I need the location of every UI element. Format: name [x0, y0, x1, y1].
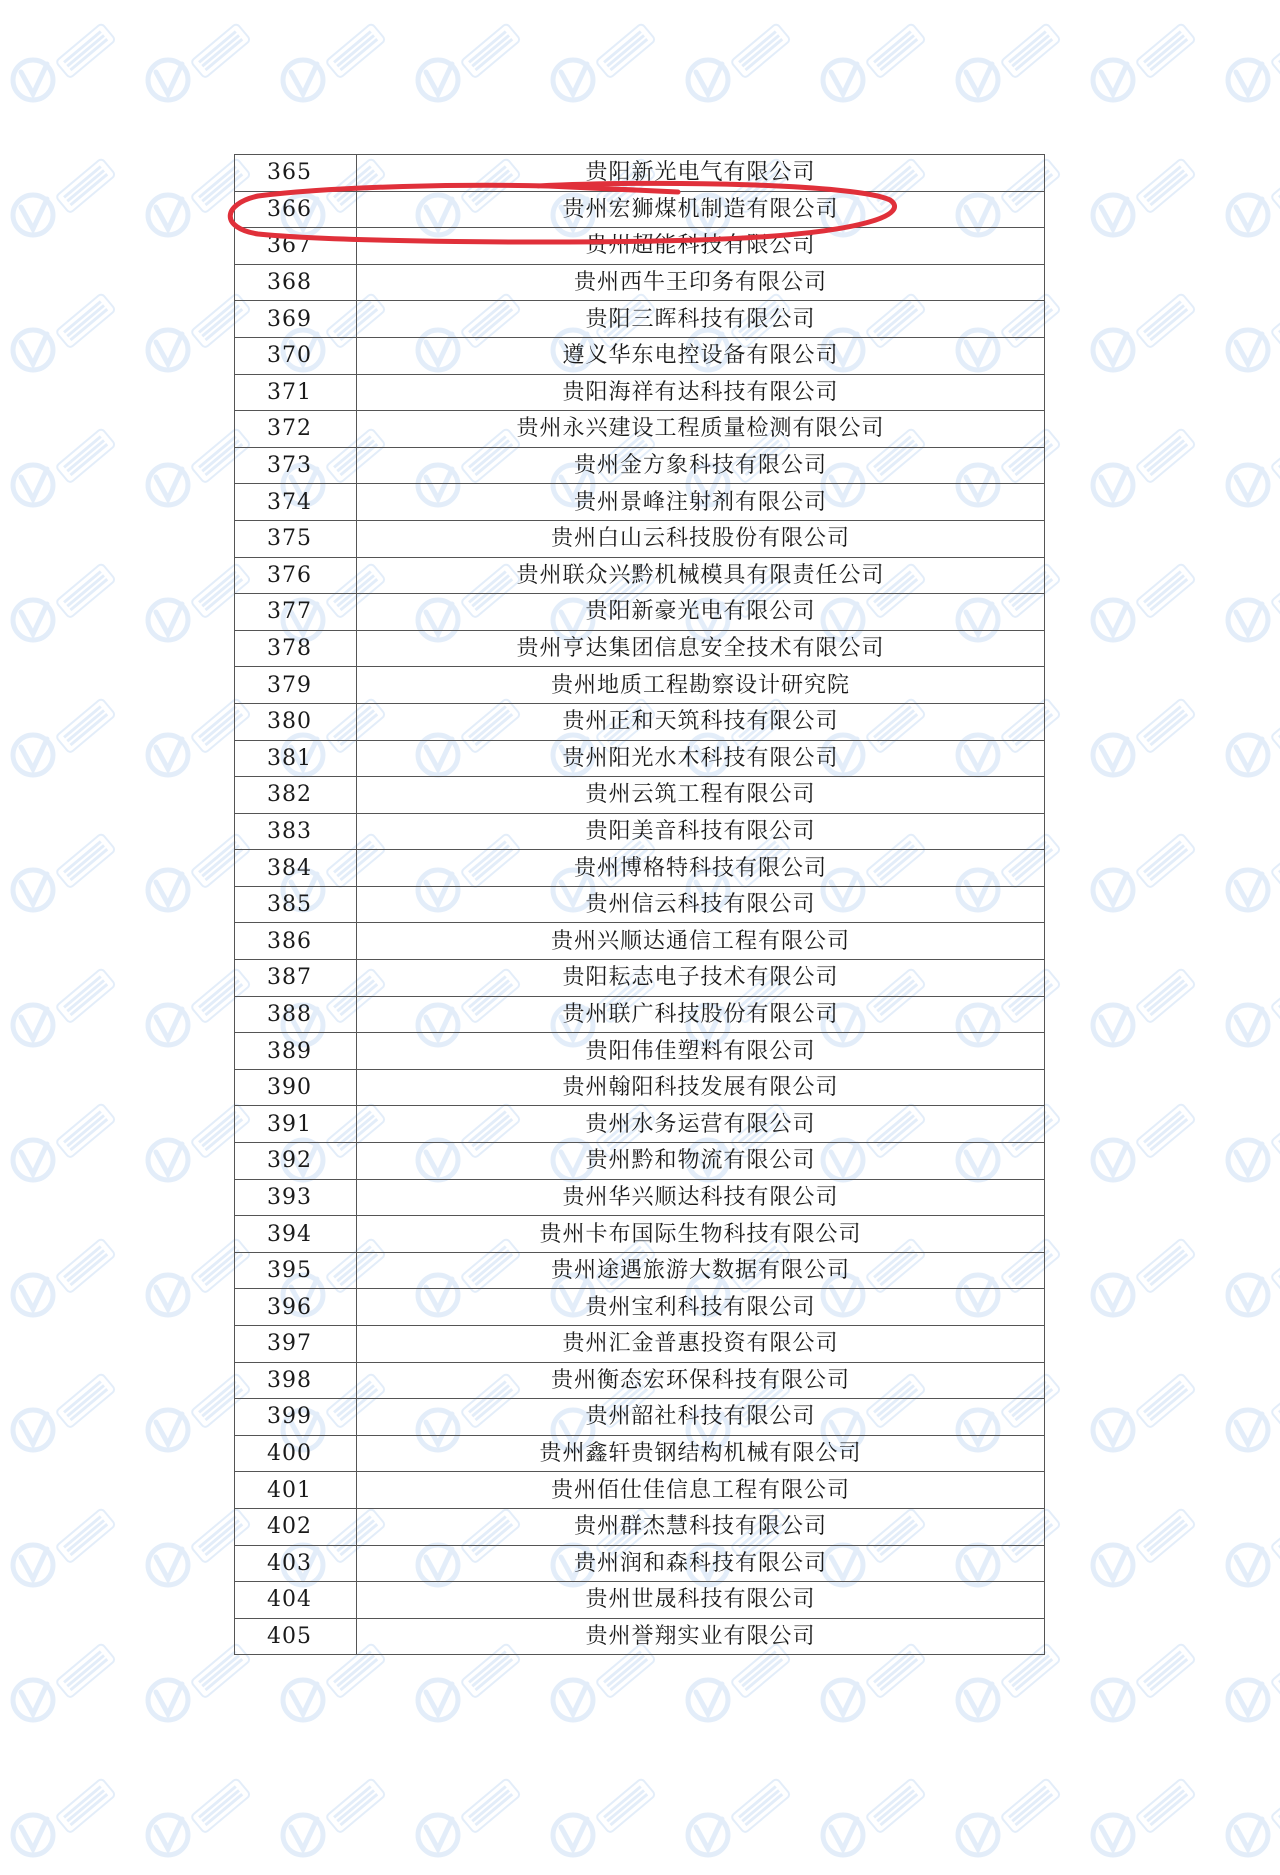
- watermark-logo-icon: [5, 1505, 125, 1605]
- watermark-logo-icon: [950, 20, 1070, 120]
- company-name: 贵阳伟佳塑料有限公司: [357, 1033, 1045, 1070]
- row-number: 386: [235, 923, 357, 960]
- watermark-logo-icon: [815, 1775, 935, 1875]
- watermark-logo-icon: [1085, 1775, 1205, 1875]
- table-row: [235, 777, 1045, 814]
- company-name: 贵州永兴建设工程质量检测有限公司: [357, 411, 1045, 448]
- table-row: [235, 1069, 1045, 1106]
- row-number: 365: [235, 155, 357, 192]
- watermark-logo-icon: [5, 425, 125, 525]
- company-name: 贵州群杰慧科技有限公司: [357, 1508, 1045, 1545]
- table-row: [235, 447, 1045, 484]
- row-number: 399: [235, 1399, 357, 1436]
- company-name: 贵州西牛王印务有限公司: [357, 264, 1045, 301]
- watermark-logo-icon: [1085, 1505, 1205, 1605]
- table-row: [235, 1545, 1045, 1582]
- row-number: 377: [235, 594, 357, 631]
- company-name: 贵阳新豪光电有限公司: [357, 594, 1045, 631]
- row-number: 379: [235, 667, 357, 704]
- company-name: 贵州联广科技股份有限公司: [357, 996, 1045, 1033]
- watermark-logo-icon: [1085, 695, 1205, 795]
- table-row: [235, 484, 1045, 521]
- watermark-logo-icon: [1085, 20, 1205, 120]
- watermark-logo-icon: [545, 1775, 665, 1875]
- table-row: [235, 960, 1045, 997]
- company-name: 贵州水务运营有限公司: [357, 1106, 1045, 1143]
- table-row: [235, 301, 1045, 338]
- watermark-logo-icon: [5, 20, 125, 120]
- table-row: [235, 1033, 1045, 1070]
- watermark-logo-icon: [1220, 1505, 1280, 1605]
- table-row: [235, 1472, 1045, 1509]
- company-name: 贵州途遇旅游大数据有限公司: [357, 1252, 1045, 1289]
- company-name: 贵州汇金普惠投资有限公司: [357, 1326, 1045, 1363]
- watermark-logo-icon: [140, 1775, 260, 1875]
- company-name: 贵州宝利科技有限公司: [357, 1289, 1045, 1326]
- company-name: 贵州华兴顺达科技有限公司: [357, 1179, 1045, 1216]
- watermark-logo-icon: [5, 695, 125, 795]
- table-row: [235, 1252, 1045, 1289]
- company-name: 贵阳耘志电子技术有限公司: [357, 960, 1045, 997]
- company-name: 贵州宏狮煤机制造有限公司: [357, 191, 1045, 228]
- table-row: [235, 1435, 1045, 1472]
- table-row: [235, 850, 1045, 887]
- table-row: [235, 667, 1045, 704]
- table-row: [235, 1618, 1045, 1655]
- table-row: [235, 1326, 1045, 1363]
- table-row: [235, 557, 1045, 594]
- company-name: 贵州正和天筑科技有限公司: [357, 703, 1045, 740]
- watermark-logo-icon: [5, 155, 125, 255]
- watermark-logo-icon: [1220, 1100, 1280, 1200]
- watermark-logo-icon: [140, 20, 260, 120]
- table-row: [235, 813, 1045, 850]
- watermark-logo-icon: [1220, 425, 1280, 525]
- watermark-logo-icon: [275, 20, 395, 120]
- table-row: [235, 520, 1045, 557]
- row-number: 376: [235, 557, 357, 594]
- row-number: 387: [235, 960, 357, 997]
- table-row: [235, 1508, 1045, 1545]
- company-name: 贵州世晟科技有限公司: [357, 1582, 1045, 1619]
- watermark-logo-icon: [410, 20, 530, 120]
- watermark-logo-icon: [815, 20, 935, 120]
- row-number: 380: [235, 703, 357, 740]
- row-number: 368: [235, 264, 357, 301]
- watermark-logo-icon: [1220, 830, 1280, 930]
- row-number: 388: [235, 996, 357, 1033]
- row-number: 370: [235, 337, 357, 374]
- row-number: 372: [235, 411, 357, 448]
- row-number: 389: [235, 1033, 357, 1070]
- watermark-logo-icon: [1220, 1235, 1280, 1335]
- table-row: [235, 1179, 1045, 1216]
- table-row: [235, 740, 1045, 777]
- row-number: 394: [235, 1216, 357, 1253]
- table-row: [235, 996, 1045, 1033]
- watermark-logo-icon: [680, 20, 800, 120]
- watermark-logo-icon: [1220, 560, 1280, 660]
- table-row: [235, 191, 1045, 228]
- company-name: 贵州阳光水木科技有限公司: [357, 740, 1045, 777]
- row-number: 381: [235, 740, 357, 777]
- table-row: [235, 1143, 1045, 1180]
- watermark-logo-icon: [1085, 830, 1205, 930]
- row-number: 393: [235, 1179, 357, 1216]
- watermark-logo-icon: [1085, 1235, 1205, 1335]
- row-number: 366: [235, 191, 357, 228]
- table-row: [235, 264, 1045, 301]
- row-number: 382: [235, 777, 357, 814]
- company-name: 贵州佰仕佳信息工程有限公司: [357, 1472, 1045, 1509]
- company-name: 贵州黔和物流有限公司: [357, 1143, 1045, 1180]
- watermark-logo-icon: [5, 965, 125, 1065]
- watermark-logo-icon: [5, 560, 125, 660]
- table-row: [235, 886, 1045, 923]
- company-name: 贵州景峰注射剂有限公司: [357, 484, 1045, 521]
- table-row: [235, 1399, 1045, 1436]
- company-name: 贵州韶社科技有限公司: [357, 1399, 1045, 1436]
- watermark-logo-icon: [5, 1100, 125, 1200]
- watermark-logo-icon: [1085, 155, 1205, 255]
- row-number: 367: [235, 228, 357, 265]
- row-number: 396: [235, 1289, 357, 1326]
- company-name: 贵州白山云科技股份有限公司: [357, 520, 1045, 557]
- row-number: 404: [235, 1582, 357, 1619]
- row-number: 371: [235, 374, 357, 411]
- watermark-logo-icon: [950, 1775, 1070, 1875]
- table-row: [235, 1289, 1045, 1326]
- table-row: [235, 228, 1045, 265]
- table-row: [235, 630, 1045, 667]
- row-number: 392: [235, 1143, 357, 1180]
- company-name: 贵州金方象科技有限公司: [357, 447, 1045, 484]
- table-row: [235, 1582, 1045, 1619]
- company-name: 遵义华东电控设备有限公司: [357, 337, 1045, 374]
- company-name: 贵州联众兴黔机械模具有限责任公司: [357, 557, 1045, 594]
- row-number: 390: [235, 1069, 357, 1106]
- company-name: 贵阳新光电气有限公司: [357, 155, 1045, 192]
- table-row: [235, 155, 1045, 192]
- watermark-logo-icon: [5, 1235, 125, 1335]
- table-row: [235, 923, 1045, 960]
- row-number: 385: [235, 886, 357, 923]
- watermark-logo-icon: [1085, 1100, 1205, 1200]
- watermark-logo-icon: [5, 1775, 125, 1875]
- row-number: 375: [235, 520, 357, 557]
- watermark-logo-icon: [1220, 1640, 1280, 1740]
- watermark-logo-icon: [680, 1775, 800, 1875]
- company-name: 贵阳美音科技有限公司: [357, 813, 1045, 850]
- watermark-logo-icon: [1220, 1775, 1280, 1875]
- watermark-logo-icon: [1220, 20, 1280, 120]
- row-number: 403: [235, 1545, 357, 1582]
- row-number: 395: [235, 1252, 357, 1289]
- company-name: 贵州兴顺达通信工程有限公司: [357, 923, 1045, 960]
- company-name: 贵州亨达集团信息安全技术有限公司: [357, 630, 1045, 667]
- company-name: 贵州翰阳科技发展有限公司: [357, 1069, 1045, 1106]
- company-name: 贵州润和森科技有限公司: [357, 1545, 1045, 1582]
- watermark-logo-icon: [5, 830, 125, 930]
- table-row: [235, 703, 1045, 740]
- watermark-logo-icon: [410, 1775, 530, 1875]
- row-number: 383: [235, 813, 357, 850]
- watermark-logo-icon: [1085, 560, 1205, 660]
- table-row: [235, 374, 1045, 411]
- row-number: 391: [235, 1106, 357, 1143]
- watermark-logo-icon: [1085, 425, 1205, 525]
- watermark-logo-icon: [1220, 290, 1280, 390]
- row-number: 405: [235, 1618, 357, 1655]
- company-name: 贵州超能科技有限公司: [357, 228, 1045, 265]
- watermark-logo-icon: [5, 1640, 125, 1740]
- company-name: 贵州地质工程勘察设计研究院: [357, 667, 1045, 704]
- table-row: [235, 411, 1045, 448]
- row-number: 384: [235, 850, 357, 887]
- company-name: 贵州鑫轩贵钢结构机械有限公司: [357, 1435, 1045, 1472]
- watermark-logo-icon: [1085, 965, 1205, 1065]
- company-name: 贵州衡态宏环保科技有限公司: [357, 1362, 1045, 1399]
- company-name: 贵州云筑工程有限公司: [357, 777, 1045, 814]
- company-name: 贵州誉翔实业有限公司: [357, 1618, 1045, 1655]
- watermark-logo-icon: [1220, 1370, 1280, 1470]
- company-name: 贵阳三晖科技有限公司: [357, 301, 1045, 338]
- row-number: 397: [235, 1326, 357, 1363]
- table-row: [235, 337, 1045, 374]
- watermark-logo-icon: [1085, 290, 1205, 390]
- watermark-logo-icon: [1220, 695, 1280, 795]
- watermark-logo-icon: [1220, 155, 1280, 255]
- company-name: 贵州博格特科技有限公司: [357, 850, 1045, 887]
- company-name: 贵州卡布国际生物科技有限公司: [357, 1216, 1045, 1253]
- row-number: 374: [235, 484, 357, 521]
- watermark-logo-icon: [275, 1775, 395, 1875]
- row-number: 401: [235, 1472, 357, 1509]
- watermark-logo-icon: [5, 1370, 125, 1470]
- company-name: 贵阳海祥有达科技有限公司: [357, 374, 1045, 411]
- table-row: [235, 1362, 1045, 1399]
- row-number: 398: [235, 1362, 357, 1399]
- table-row: [235, 1216, 1045, 1253]
- row-number: 378: [235, 630, 357, 667]
- table-row: [235, 594, 1045, 631]
- watermark-logo-icon: [5, 290, 125, 390]
- watermark-logo-icon: [1085, 1640, 1205, 1740]
- table-body: [235, 155, 1045, 1655]
- company-list-table: [234, 154, 1045, 1655]
- table-row: [235, 1106, 1045, 1143]
- watermark-logo-icon: [545, 20, 665, 120]
- row-number: 373: [235, 447, 357, 484]
- watermark-logo-icon: [1085, 1370, 1205, 1470]
- row-number: 402: [235, 1508, 357, 1545]
- row-number: 400: [235, 1435, 357, 1472]
- watermark-logo-icon: [1220, 965, 1280, 1065]
- row-number: 369: [235, 301, 357, 338]
- company-name: 贵州信云科技有限公司: [357, 886, 1045, 923]
